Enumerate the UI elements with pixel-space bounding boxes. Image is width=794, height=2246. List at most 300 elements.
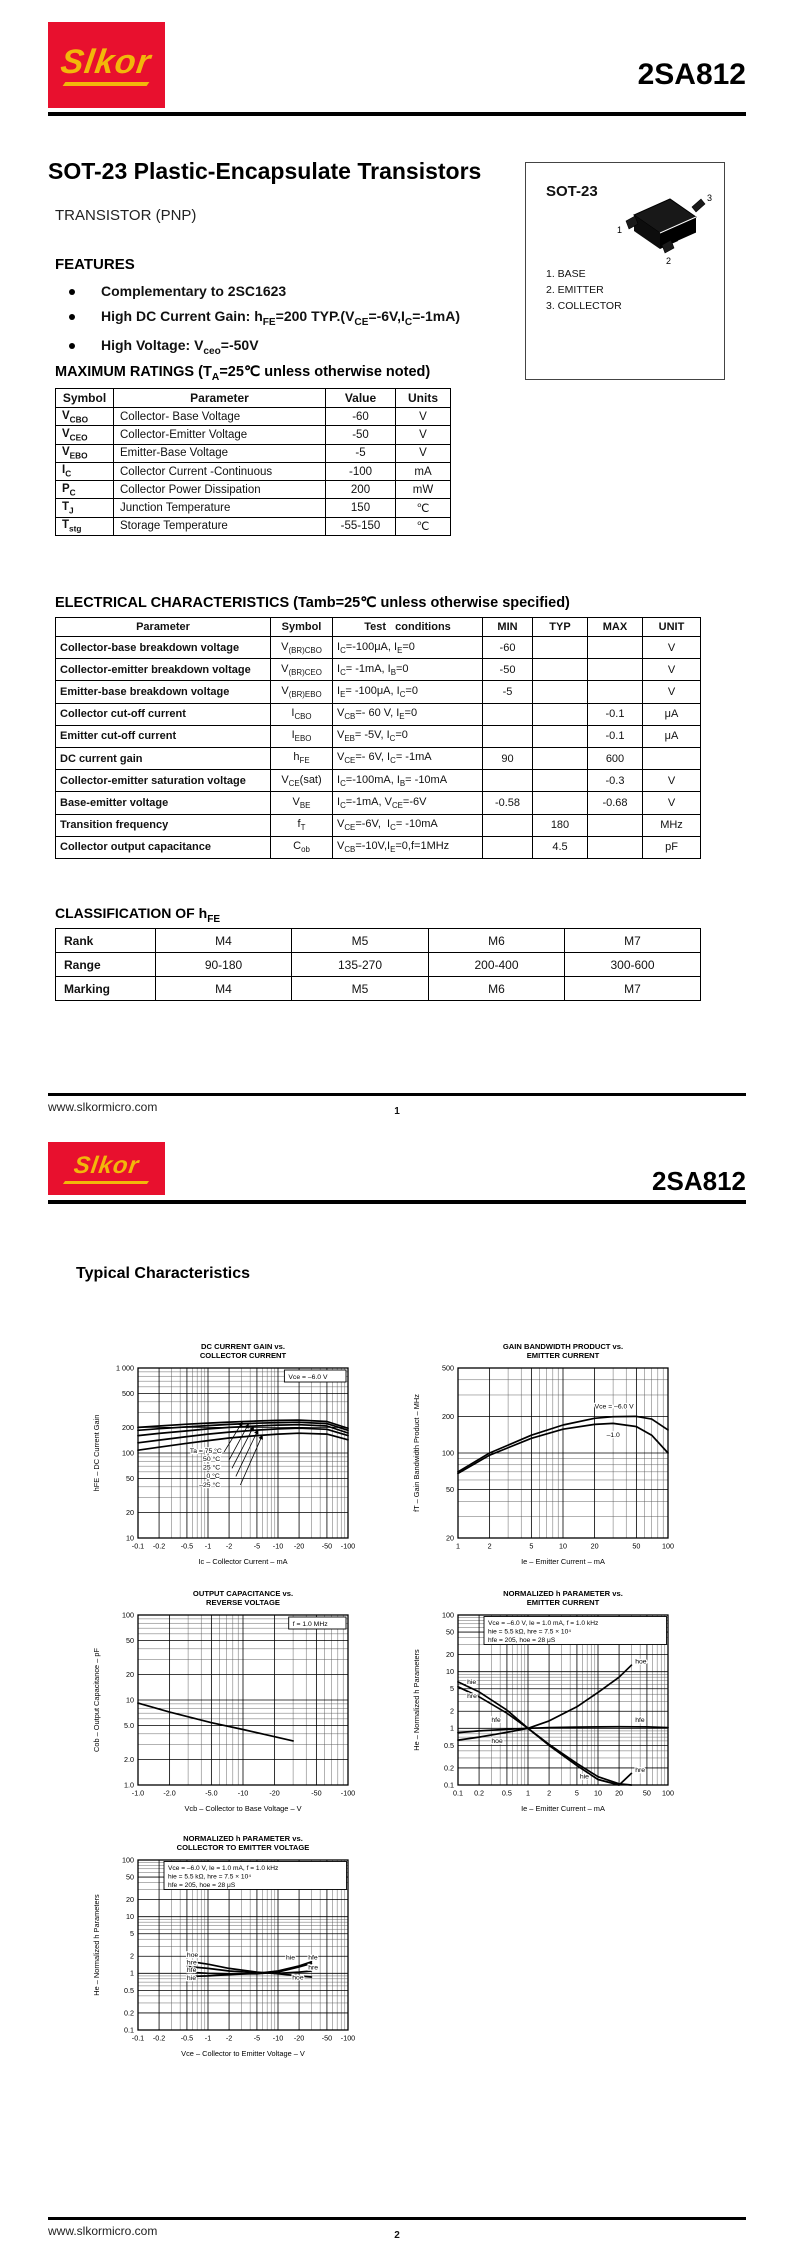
column-header: Symbol	[56, 389, 114, 408]
table-cell: Rank	[56, 929, 156, 953]
table-cell: -50	[483, 659, 533, 681]
table-cell: M4	[156, 977, 292, 1001]
max-ratings-title: MAXIMUM RATINGS ($T_A=25℃$ unless otherwise noted)	[55, 364, 431, 383]
svg-text:50 °C: 50 °C	[203, 1456, 221, 1464]
table-row	[56, 637, 701, 659]
svg-text:hie: hie	[285, 1954, 296, 1962]
table-cell: V	[396, 426, 451, 444]
svg-text:hfe: hfe	[491, 1716, 501, 1724]
table-cell: pF	[643, 836, 701, 858]
svg-text:5: 5	[574, 1788, 579, 1798]
table-cell: ℃	[396, 499, 451, 517]
table-cell: V	[643, 637, 701, 659]
svg-text:20: 20	[446, 1533, 454, 1543]
footer-site-url: www.slkormicro.com	[48, 1100, 158, 1114]
table-cell: 150	[326, 499, 396, 517]
column-header: Parameter	[56, 618, 271, 637]
part-number: 2SA812	[637, 58, 746, 91]
svg-text:hoe: hoe	[186, 1951, 199, 1959]
svg-text:3: 3	[707, 193, 713, 203]
table-cell: -0.58	[483, 792, 533, 814]
svg-text:hfe = 205, hoe = 28 μS: hfe = 205, hoe = 28 μS	[168, 1882, 236, 1890]
svg-text:50: 50	[446, 1485, 454, 1495]
svg-text:Ta = 75 °C: Ta = 75 °C	[189, 1448, 222, 1455]
table-cell: Collector cut-off current	[56, 703, 271, 725]
table-cell: 200	[326, 481, 396, 499]
table-cell: -5	[326, 444, 396, 462]
pin-item: 3. COLLECTOR	[546, 300, 622, 312]
svg-text:COLLECTOR CURRENT: COLLECTOR CURRENT	[199, 1351, 287, 1360]
table-cell	[643, 747, 701, 769]
svg-text:1: 1	[617, 225, 623, 235]
svg-text:100: 100	[122, 1855, 134, 1865]
table-cell: V	[643, 792, 701, 814]
svg-text:20: 20	[446, 1650, 454, 1660]
table-cell: V	[643, 681, 701, 703]
table-cell: Collector output capacitance	[56, 836, 271, 858]
table-cell: $V_{EB}= -5V$, $I_C=0$	[333, 725, 483, 747]
table-cell: V	[396, 408, 451, 426]
table-cell: M6	[429, 977, 565, 1001]
svg-text:Vcb – Collector to Base Voltag: Vcb – Collector to Base Voltage – V	[184, 1804, 302, 1813]
column-header: MIN	[483, 618, 533, 637]
table-cell: 600	[588, 747, 643, 769]
table-row	[56, 517, 451, 535]
table-cell: M7	[565, 929, 701, 953]
electrical-characteristics-table	[55, 617, 701, 859]
table-cell: Emitter-base breakdown voltage	[56, 681, 271, 703]
column-header: Units	[396, 389, 451, 408]
svg-text:Ie – Emitter Current – mA: Ie – Emitter Current – mA	[521, 1557, 605, 1566]
part-number: 2SA812	[652, 1166, 746, 1196]
svg-text:500: 500	[122, 1388, 134, 1398]
svg-text:NORMALIZED h PARAMETER vs.: NORMALIZED h PARAMETER vs.	[183, 1834, 303, 1843]
table-cell: Base-emitter voltage	[56, 792, 271, 814]
svg-text:20: 20	[615, 1788, 624, 1798]
svg-text:-100: -100	[340, 1788, 356, 1798]
svg-text:-2.0: -2.0	[163, 1788, 176, 1798]
table-cell: $V_{(BR)EBO}$	[271, 681, 333, 703]
svg-text:50: 50	[446, 1627, 454, 1637]
svg-text:hre: hre	[635, 1766, 646, 1774]
table-row	[56, 770, 701, 792]
svg-text:REVERSE VOLTAGE: REVERSE VOLTAGE	[206, 1598, 280, 1607]
page-number: 2	[394, 2230, 400, 2241]
logo-underline	[63, 1181, 149, 1184]
svg-text:-0.1: -0.1	[131, 2033, 145, 2043]
chart-gain-bandwidth-product-vs-emitter-current	[406, 1338, 706, 1590]
svg-text:100: 100	[442, 1610, 454, 1620]
table-cell	[588, 836, 643, 858]
svg-text:hoe: hoe	[292, 1974, 304, 1982]
svg-text:1 000: 1 000	[116, 1363, 134, 1373]
svg-text:5.0: 5.0	[124, 1720, 134, 1730]
table-row	[56, 836, 701, 858]
footer-site-url: www.slkormicro.com	[48, 2224, 158, 2238]
svg-text:hoe: hoe	[491, 1738, 503, 1746]
table-cell: $h_{FE}$	[271, 747, 333, 769]
table-cell: Collector-emitter saturation voltage	[56, 770, 271, 792]
table-cell: M5	[292, 977, 429, 1001]
svg-text:He – Normalized h Parameters: He – Normalized h Parameters	[92, 1894, 101, 1996]
brand-logo	[48, 1142, 165, 1195]
svg-text:-20: -20	[269, 1788, 280, 1798]
svg-text:–25 °C: –25 °C	[199, 1481, 221, 1489]
features-list	[55, 283, 515, 366]
svg-text:Ic – Collector Current – mA: Ic – Collector Current – mA	[198, 1557, 288, 1566]
table-cell: -100	[326, 462, 396, 480]
svg-text:fT – Gain Bandwidth Product –: fT – Gain Bandwidth Product – MHz	[412, 1394, 421, 1512]
svg-text:Ie – Emitter Current – mA: Ie – Emitter Current – mA	[521, 1804, 605, 1813]
svg-text:-1: -1	[204, 2033, 212, 2043]
table-cell: Emitter cut-off current	[56, 725, 271, 747]
table-row	[56, 481, 451, 499]
table-cell: $V_{BE}$	[271, 792, 333, 814]
table-cell	[483, 725, 533, 747]
table-cell: $P_C$	[56, 481, 114, 499]
svg-text:100: 100	[662, 1541, 674, 1551]
svg-text:2.0: 2.0	[124, 1754, 134, 1764]
svg-text:-2: -2	[225, 1541, 233, 1551]
svg-text:200: 200	[442, 1411, 454, 1421]
svg-text:50: 50	[632, 1541, 641, 1551]
features-title: FEATURES	[55, 256, 135, 273]
table-cell	[483, 770, 533, 792]
table-cell: MHz	[643, 814, 701, 836]
footer-rule	[48, 1093, 746, 1096]
svg-text:-0.5: -0.5	[180, 1541, 194, 1551]
svg-text:NORMALIZED h PARAMETER vs.: NORMALIZED h PARAMETER vs.	[503, 1589, 623, 1598]
svg-text:1: 1	[526, 1788, 530, 1798]
chart-normalized-h-parameter-vs-collector-emitter-voltage	[86, 1830, 386, 2082]
table-row	[56, 814, 701, 836]
svg-text:f = 1.0 MHz: f = 1.0 MHz	[292, 1621, 328, 1628]
svg-text:10: 10	[446, 1667, 454, 1677]
classification-table	[55, 928, 701, 1001]
table-row	[56, 929, 701, 953]
svg-text:0.1: 0.1	[124, 2025, 134, 2035]
svg-text:5: 5	[529, 1541, 534, 1551]
table-header-row	[56, 618, 701, 637]
column-header: Symbol	[271, 618, 333, 637]
table-cell	[533, 659, 588, 681]
svg-text:5: 5	[450, 1684, 454, 1694]
table-cell: $I_{CBO}$	[271, 703, 333, 725]
svg-text:-5: -5	[253, 2033, 261, 2043]
svg-text:-10: -10	[272, 2033, 284, 2043]
table-cell: V	[396, 444, 451, 462]
svg-text:0.1: 0.1	[453, 1788, 463, 1798]
typical-characteristics-title: Typical Characteristics	[76, 1265, 251, 1282]
table-row	[56, 681, 701, 703]
svg-text:10: 10	[126, 1533, 134, 1543]
table-cell: $V_{EBO}$	[56, 444, 114, 462]
svg-text:hie = 5.5 kΩ, hre = 7.5 × 10⁴: hie = 5.5 kΩ, hre = 7.5 × 10⁴	[168, 1873, 252, 1881]
svg-text:0 °C: 0 °C	[206, 1472, 220, 1480]
svg-text:50: 50	[126, 1473, 134, 1483]
table-cell	[483, 703, 533, 725]
svg-text:1.0: 1.0	[124, 1780, 134, 1790]
table-cell	[533, 747, 588, 769]
table-cell	[588, 637, 643, 659]
svg-text:-10: -10	[272, 1541, 284, 1551]
svg-text:0.2: 0.2	[474, 1788, 485, 1798]
table-cell: $V_{CE}(sat)$	[271, 770, 333, 792]
table-cell: M7	[565, 977, 701, 1001]
svg-text:50: 50	[126, 1872, 134, 1882]
device-type: TRANSISTOR (PNP)	[55, 207, 197, 224]
svg-text:20: 20	[126, 1669, 134, 1679]
page-number: 1	[394, 1106, 400, 1117]
table-cell: μA	[643, 703, 701, 725]
table-cell: -60	[483, 637, 533, 659]
table-cell: $V_{(BR)CBO}$	[271, 637, 333, 659]
table-cell: $V_{CBO}$	[56, 408, 114, 426]
svg-text:OUTPUT CAPACITANCE vs.: OUTPUT CAPACITANCE vs.	[192, 1589, 294, 1598]
table-cell: -5	[483, 681, 533, 703]
table-row	[56, 747, 701, 769]
svg-text:Vce – Collector to Emitter Vol: Vce – Collector to Emitter Voltage – V	[181, 2049, 305, 2058]
package-panel	[525, 162, 725, 380]
table-row	[56, 725, 701, 747]
table-row	[56, 703, 701, 725]
table-row	[56, 408, 451, 426]
table-cell: $V_{CB}=-10V,I_E=0,f=1MHz$	[333, 836, 483, 858]
table-row	[56, 444, 451, 462]
table-cell: $V_{CEO}$	[56, 426, 114, 444]
svg-text:1: 1	[450, 1723, 454, 1733]
svg-text:-50: -50	[321, 1541, 333, 1551]
svg-text:hre: hre	[308, 1964, 319, 1972]
svg-text:10: 10	[126, 1695, 134, 1705]
svg-text:2: 2	[487, 1541, 492, 1551]
table-cell: M6	[429, 929, 565, 953]
table-cell: 180	[533, 814, 588, 836]
column-header: Parameter	[114, 389, 326, 408]
svg-text:-100: -100	[340, 1541, 356, 1551]
svg-text:0.5: 0.5	[124, 1985, 134, 1995]
feature-item: High Voltage: $V_{ceo}=-50V$	[55, 337, 515, 357]
svg-text:-0.2: -0.2	[152, 1541, 166, 1551]
chart-dc-current-gain-vs-collector-current	[86, 1338, 386, 1590]
svg-text:0.2: 0.2	[444, 1763, 454, 1773]
pin-item: 1. BASE	[546, 268, 586, 280]
table-row	[56, 499, 451, 517]
table-cell: $I_{EBO}$	[271, 725, 333, 747]
svg-text:hFE – DC Current Gain: hFE – DC Current Gain	[92, 1414, 101, 1492]
table-cell: Collector Current -Continuous	[114, 462, 326, 480]
svg-text:-50: -50	[321, 2033, 333, 2043]
svg-text:-0.1: -0.1	[131, 1541, 145, 1551]
pin-item: 2. EMITTER	[546, 284, 604, 296]
table-cell: $V_{CE}=-6V$, $I_C= -10mA$	[333, 814, 483, 836]
svg-text:–1.0: –1.0	[606, 1432, 620, 1440]
svg-text:hfe = 205, hoe = 28 μS: hfe = 205, hoe = 28 μS	[488, 1637, 556, 1645]
svg-text:-50: -50	[311, 1788, 322, 1798]
table-row	[56, 953, 701, 977]
svg-text:100: 100	[662, 1788, 674, 1798]
table-cell	[533, 725, 588, 747]
svg-text:0.5: 0.5	[501, 1788, 512, 1798]
column-header: Value	[326, 389, 396, 408]
table-cell: $V_{(BR)CEO}$	[271, 659, 333, 681]
brand-name: Slkor	[72, 1151, 141, 1179]
table-cell: Junction Temperature	[114, 499, 326, 517]
svg-text:-5.0: -5.0	[205, 1788, 218, 1798]
table-cell: 4.5	[533, 836, 588, 858]
table-cell: -0.1	[588, 725, 643, 747]
svg-text:COLLECTOR TO EMITTER VOLTAGE: COLLECTOR TO EMITTER VOLTAGE	[176, 1843, 310, 1852]
table-cell: $I_C=-100mA$, $I_B= -10mA$	[333, 770, 483, 792]
svg-text:2: 2	[547, 1788, 552, 1798]
svg-text:hfe: hfe	[186, 1967, 197, 1975]
svg-text:0.5: 0.5	[444, 1740, 454, 1750]
header-rule	[48, 112, 746, 116]
svg-text:hie = 5.5 kΩ, hre = 7.5 × 10⁴: hie = 5.5 kΩ, hre = 7.5 × 10⁴	[488, 1628, 572, 1636]
table-cell: $I_C=-1mA$, $V_{CE}=-6V$	[333, 792, 483, 814]
table-cell: $I_C=-100\mu A$, $I_E=0$	[333, 637, 483, 659]
svg-text:GAIN BANDWIDTH PRODUCT vs.: GAIN BANDWIDTH PRODUCT vs.	[502, 1342, 624, 1351]
table-row	[56, 659, 701, 681]
svg-text:hfe: hfe	[308, 1954, 318, 1962]
table-cell	[588, 681, 643, 703]
table-row	[56, 792, 701, 814]
svg-text:20: 20	[126, 1895, 134, 1905]
table-cell: $I_C$	[56, 462, 114, 480]
table-cell: $T_{stg}$	[56, 517, 114, 535]
max-ratings-table	[55, 388, 451, 536]
svg-text:hfe: hfe	[635, 1716, 645, 1724]
table-cell: Collector-base breakdown voltage	[56, 637, 271, 659]
table-header-row	[56, 389, 451, 408]
svg-text:hoe: hoe	[635, 1658, 647, 1666]
svg-text:-10: -10	[237, 1788, 249, 1798]
table-cell: 200-400	[429, 953, 565, 977]
svg-text:0.1: 0.1	[444, 1780, 454, 1790]
svg-text:hie: hie	[579, 1773, 589, 1781]
svg-text:500: 500	[442, 1363, 454, 1373]
svg-text:2: 2	[450, 1706, 454, 1716]
brand-name: Slkor	[58, 42, 155, 81]
svg-text:1: 1	[130, 1968, 134, 1978]
svg-text:10: 10	[126, 1912, 134, 1922]
svg-text:50: 50	[126, 1635, 134, 1645]
table-cell	[533, 792, 588, 814]
table-cell: -55-150	[326, 517, 396, 535]
svg-text:-20: -20	[293, 1541, 305, 1551]
table-cell: Collector-emitter breakdown voltage	[56, 659, 271, 681]
table-cell: Storage Temperature	[114, 517, 326, 535]
table-cell: $V_{CB}=-$ 60 V, $I_E=0$	[333, 703, 483, 725]
page-title: SOT-23 Plastic-Encapsulate Transistors	[48, 158, 482, 184]
svg-text:-0.2: -0.2	[152, 2033, 166, 2043]
table-cell: -50	[326, 426, 396, 444]
svg-text:Vce = –6.0 V, Ie = 1.0 mA, f =: Vce = –6.0 V, Ie = 1.0 mA, f = 1.0 kHz	[168, 1865, 279, 1872]
table-cell: mW	[396, 481, 451, 499]
svg-text:-1.0: -1.0	[131, 1788, 145, 1798]
table-cell: μA	[643, 725, 701, 747]
table-cell	[533, 637, 588, 659]
svg-text:2: 2	[130, 1951, 134, 1961]
table-cell: Transition frequency	[56, 814, 271, 836]
column-header: Test conditions	[333, 618, 483, 637]
table-row	[56, 462, 451, 480]
svg-text:DC CURRENT GAIN vs.: DC CURRENT GAIN vs.	[201, 1342, 285, 1351]
chart-normalized-h-parameter-vs-emitter-current	[406, 1585, 706, 1837]
classification-title: CLASSIFICATION OF $h_{FE}$	[55, 905, 221, 925]
svg-text:20: 20	[126, 1507, 134, 1517]
table-cell: Collector-Emitter Voltage	[114, 426, 326, 444]
table-cell	[483, 814, 533, 836]
column-header: MAX	[588, 618, 643, 637]
svg-text:25 °C: 25 °C	[203, 1464, 221, 1472]
table-cell: Marking	[56, 977, 156, 1001]
feature-item: High DC Current Gain: $h_{FE}=200$ $TYP.(V_{CE}=-6V,I_C=-1mA)$	[55, 308, 515, 328]
table-cell: $C_{ob}$	[271, 836, 333, 858]
package-title: SOT-23	[546, 183, 598, 200]
svg-text:20: 20	[590, 1541, 599, 1551]
svg-text:50: 50	[642, 1788, 651, 1798]
svg-text:5: 5	[130, 1929, 134, 1939]
svg-text:200: 200	[122, 1422, 134, 1432]
table-cell	[588, 659, 643, 681]
svg-text:Cob – Output Capacitance – pF: Cob – Output Capacitance – pF	[92, 1648, 101, 1752]
logo-underline	[63, 82, 150, 86]
table-cell	[483, 836, 533, 858]
table-cell	[588, 814, 643, 836]
table-cell: Collector- Base Voltage	[114, 408, 326, 426]
svg-text:hre: hre	[467, 1693, 477, 1701]
table-cell: 135-270	[292, 953, 429, 977]
table-cell: Collector Power Dissipation	[114, 481, 326, 499]
svg-text:EMITTER CURRENT: EMITTER CURRENT	[526, 1598, 600, 1607]
chart-output-capacitance-vs-reverse-voltage	[86, 1585, 386, 1837]
svg-text:Vce = –6.0 V: Vce = –6.0 V	[594, 1403, 634, 1411]
svg-text:hie: hie	[467, 1679, 477, 1687]
table-cell	[533, 703, 588, 725]
table-cell: 90	[483, 747, 533, 769]
table-cell: M4	[156, 929, 292, 953]
table-cell: -60	[326, 408, 396, 426]
column-header: UNIT	[643, 618, 701, 637]
svg-text:EMITTER CURRENT: EMITTER CURRENT	[526, 1351, 600, 1360]
svg-text:1: 1	[456, 1541, 460, 1551]
table-cell: -0.68	[588, 792, 643, 814]
table-cell: V	[643, 770, 701, 792]
table-cell	[533, 681, 588, 703]
table-cell: Range	[56, 953, 156, 977]
table-cell: $f_T$	[271, 814, 333, 836]
table-cell: Emitter-Base Voltage	[114, 444, 326, 462]
svg-text:Vce = –6.0 V: Vce = –6.0 V	[288, 1374, 328, 1381]
svg-text:100: 100	[122, 1448, 134, 1458]
table-cell: $T_J$	[56, 499, 114, 517]
table-cell: V	[643, 659, 701, 681]
table-cell	[533, 770, 588, 792]
svg-text:100: 100	[122, 1610, 134, 1620]
svg-text:10: 10	[594, 1788, 602, 1798]
feature-item: Complementary to 2SC1623	[55, 283, 515, 299]
svg-text:100: 100	[442, 1448, 454, 1458]
table-cell: -0.3	[588, 770, 643, 792]
svg-text:Vce = –6.0 V, Ie = 1.0 mA, f =: Vce = –6.0 V, Ie = 1.0 mA, f = 1.0 kHz	[488, 1620, 599, 1627]
table-cell: $V_{CE}=-$ 6V, $I_C= -1mA$	[333, 747, 483, 769]
table-cell: 300-600	[565, 953, 701, 977]
electrical-characteristics-title: ELECTRICAL CHARACTERISTICS (Tamb=25℃ unless otherwise specified)	[55, 595, 570, 611]
table-cell: $I_E= -100\mu A$, $I_C=0$	[333, 681, 483, 703]
table-cell: M5	[292, 929, 429, 953]
pin-list	[546, 266, 724, 314]
